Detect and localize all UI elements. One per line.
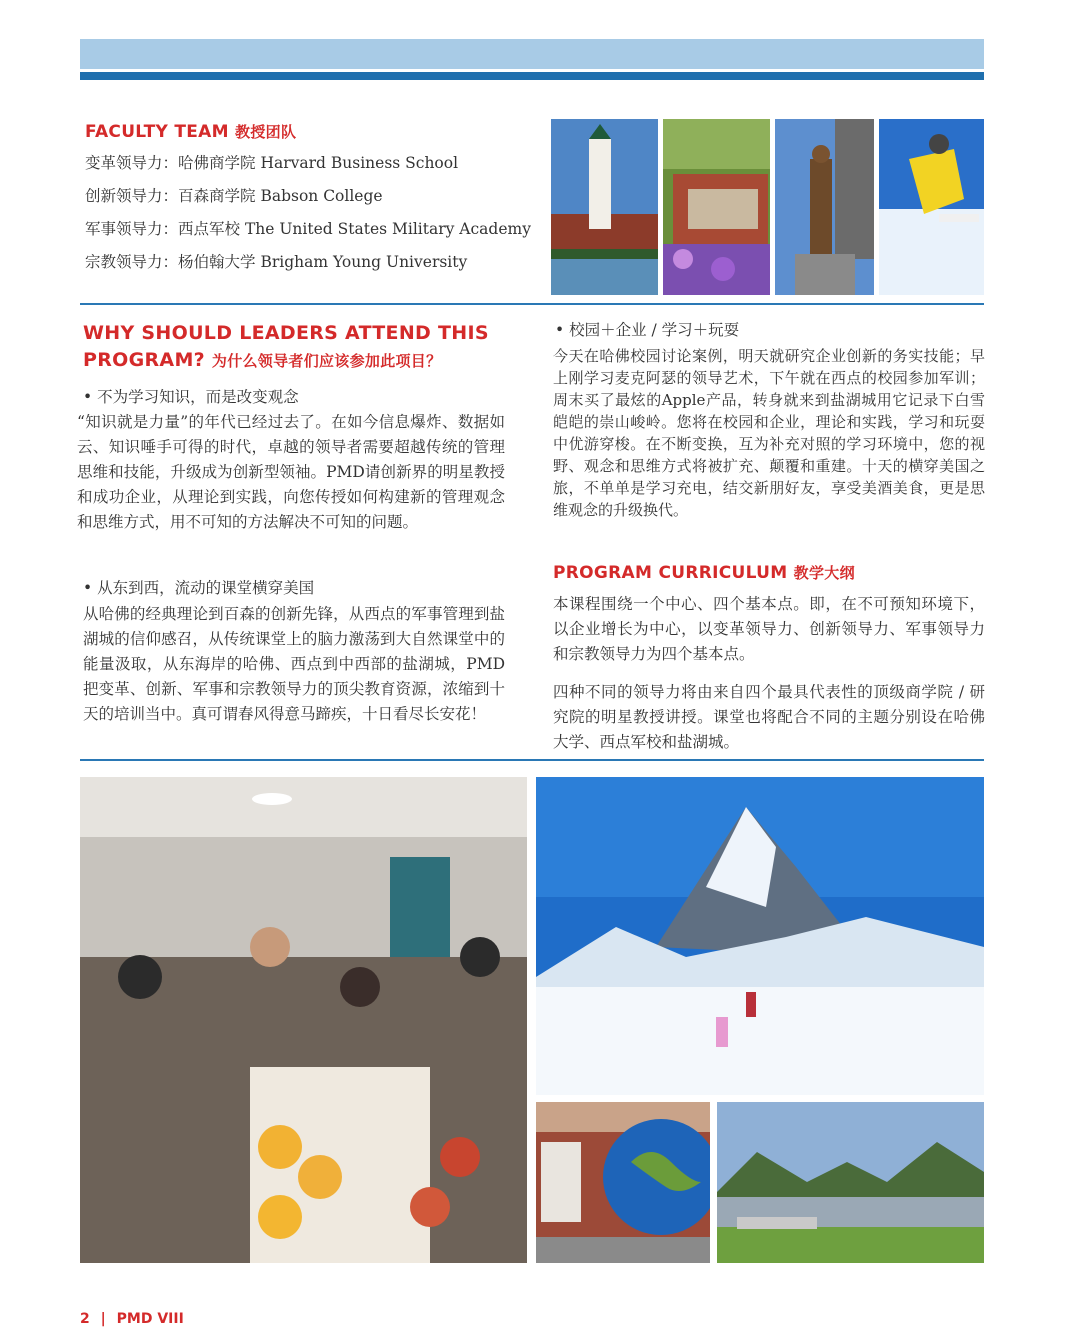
header-band-dark: [80, 72, 984, 80]
curriculum-heading-cn: 教学大纲: [793, 564, 855, 582]
faculty-line-westpoint: 军事领导力：西点军校 The United States Military Academy: [85, 220, 531, 238]
why-bullet-2: • 从东到西，流动的课堂横穿美国: [83, 579, 315, 597]
hudson-river-photo: [717, 1102, 984, 1263]
header-band-light: [80, 39, 984, 69]
section-rule-2: [80, 759, 984, 761]
curriculum-paragraph-1: 本课程围绕一个中心、四个基本点。即，在不可预知环境下，以企业增长为中心，以变革领导力、创新领导力、军事领导力和宗教领导力为四个基本点。: [553, 595, 985, 663]
matterhorn-ski-photo: [536, 777, 984, 1095]
page-footer: [80, 1311, 184, 1327]
babson-sign-photo: [663, 119, 770, 295]
snowboarder-photo: [879, 119, 984, 295]
section-rule-1: [80, 303, 984, 305]
globe-sculpture-photo: [536, 1102, 710, 1263]
curriculum-heading-en: PROGRAM CURRICULUM: [553, 563, 788, 583]
faculty-heading-cn: 教授团队: [235, 123, 297, 141]
why-paragraph-3: 今天在哈佛校园讨论案例，明天就研究企业创新的务实技能；早上刚学习麦克阿瑟的领导艺术，下午就在西点的校园参加军训；周末买了最炫的Apple产品，转身就来到盐湖城用它记录下白雪皑皑的崇山峻岭。您将在校园和企业，理论和实践，学习和玩耍中优游穿梭。在不断变换，互为补充对照的学习环境中，您的视野、观念和思维方式将被扩充、颠覆和重建。十天的横穿美国之旅，不单单是学习充电，结交新朋好友，享受美酒美食，更是思维观念的升级换代。: [553, 347, 985, 519]
faculty-heading: [85, 121, 296, 142]
faculty-line-harvard: 变革领导力：哈佛商学院 Harvard Business School: [85, 154, 459, 172]
faculty-heading-en: FACULTY TEAM: [85, 122, 229, 142]
classroom-group-photo: [80, 777, 527, 1263]
why-bullet-3: • 校园＋企业 / 学习＋玩耍: [555, 321, 740, 339]
faculty-line-byu: 宗教领导力：杨伯翰大学 Brigham Young University: [85, 253, 468, 271]
page-number: 2: [80, 1311, 90, 1327]
westpoint-statue-photo: [775, 119, 874, 295]
why-heading: [83, 320, 523, 375]
footer-title: PMD VIII: [116, 1311, 184, 1327]
faculty-line-babson: 创新领导力：百森商学院 Babson College: [85, 187, 383, 205]
harvard-campus-photo: [551, 119, 658, 295]
curriculum-paragraph-2: 四种不同的领导力将由来自四个最具代表性的顶级商学院 / 研究院的明星教授讲授。课堂也将配合不同的主题分别设在哈佛大学、西点军校和盐湖城。: [553, 683, 985, 751]
why-paragraph-1: “知识就是力量”的年代已经过去了。在如今信息爆炸、数据如云、知识唾手可得的时代，卓越的领导者需要超越传统的管理思维和技能，升级成为创新型领袖。PMD请创新界的明星教授和成功企业，从理论到实践，向您传授如何构建新的管理观念和思维方式，用不可知的方法解决不可知的问题。: [77, 413, 505, 531]
faculty-list: [85, 147, 545, 279]
footer-separator: |: [100, 1311, 106, 1327]
why-bullet-1: • 不为学习知识，而是改变观念: [83, 388, 299, 406]
why-heading-line1: WHY SHOULD LEADERS ATTEND THIS: [83, 322, 489, 344]
why-paragraph-2: 从哈佛的经典理论到百森的创新先锋，从西点的军事管理到盐湖城的信仰感召，从传统课堂上的脑力激荡到大自然课堂中的能量汲取，从东海岸的哈佛、西点到中西部的盐湖城，PMD把变革、创新、军事和宗教领导力的顶尖教育资源，浓缩到十天的培训当中。真可谓春风得意马蹄疾，十日看尽长安花！: [83, 605, 505, 723]
curriculum-heading: [553, 562, 855, 583]
why-heading-line2: PROGRAM? 为什么领导者们应该参加此项目？: [83, 349, 442, 371]
